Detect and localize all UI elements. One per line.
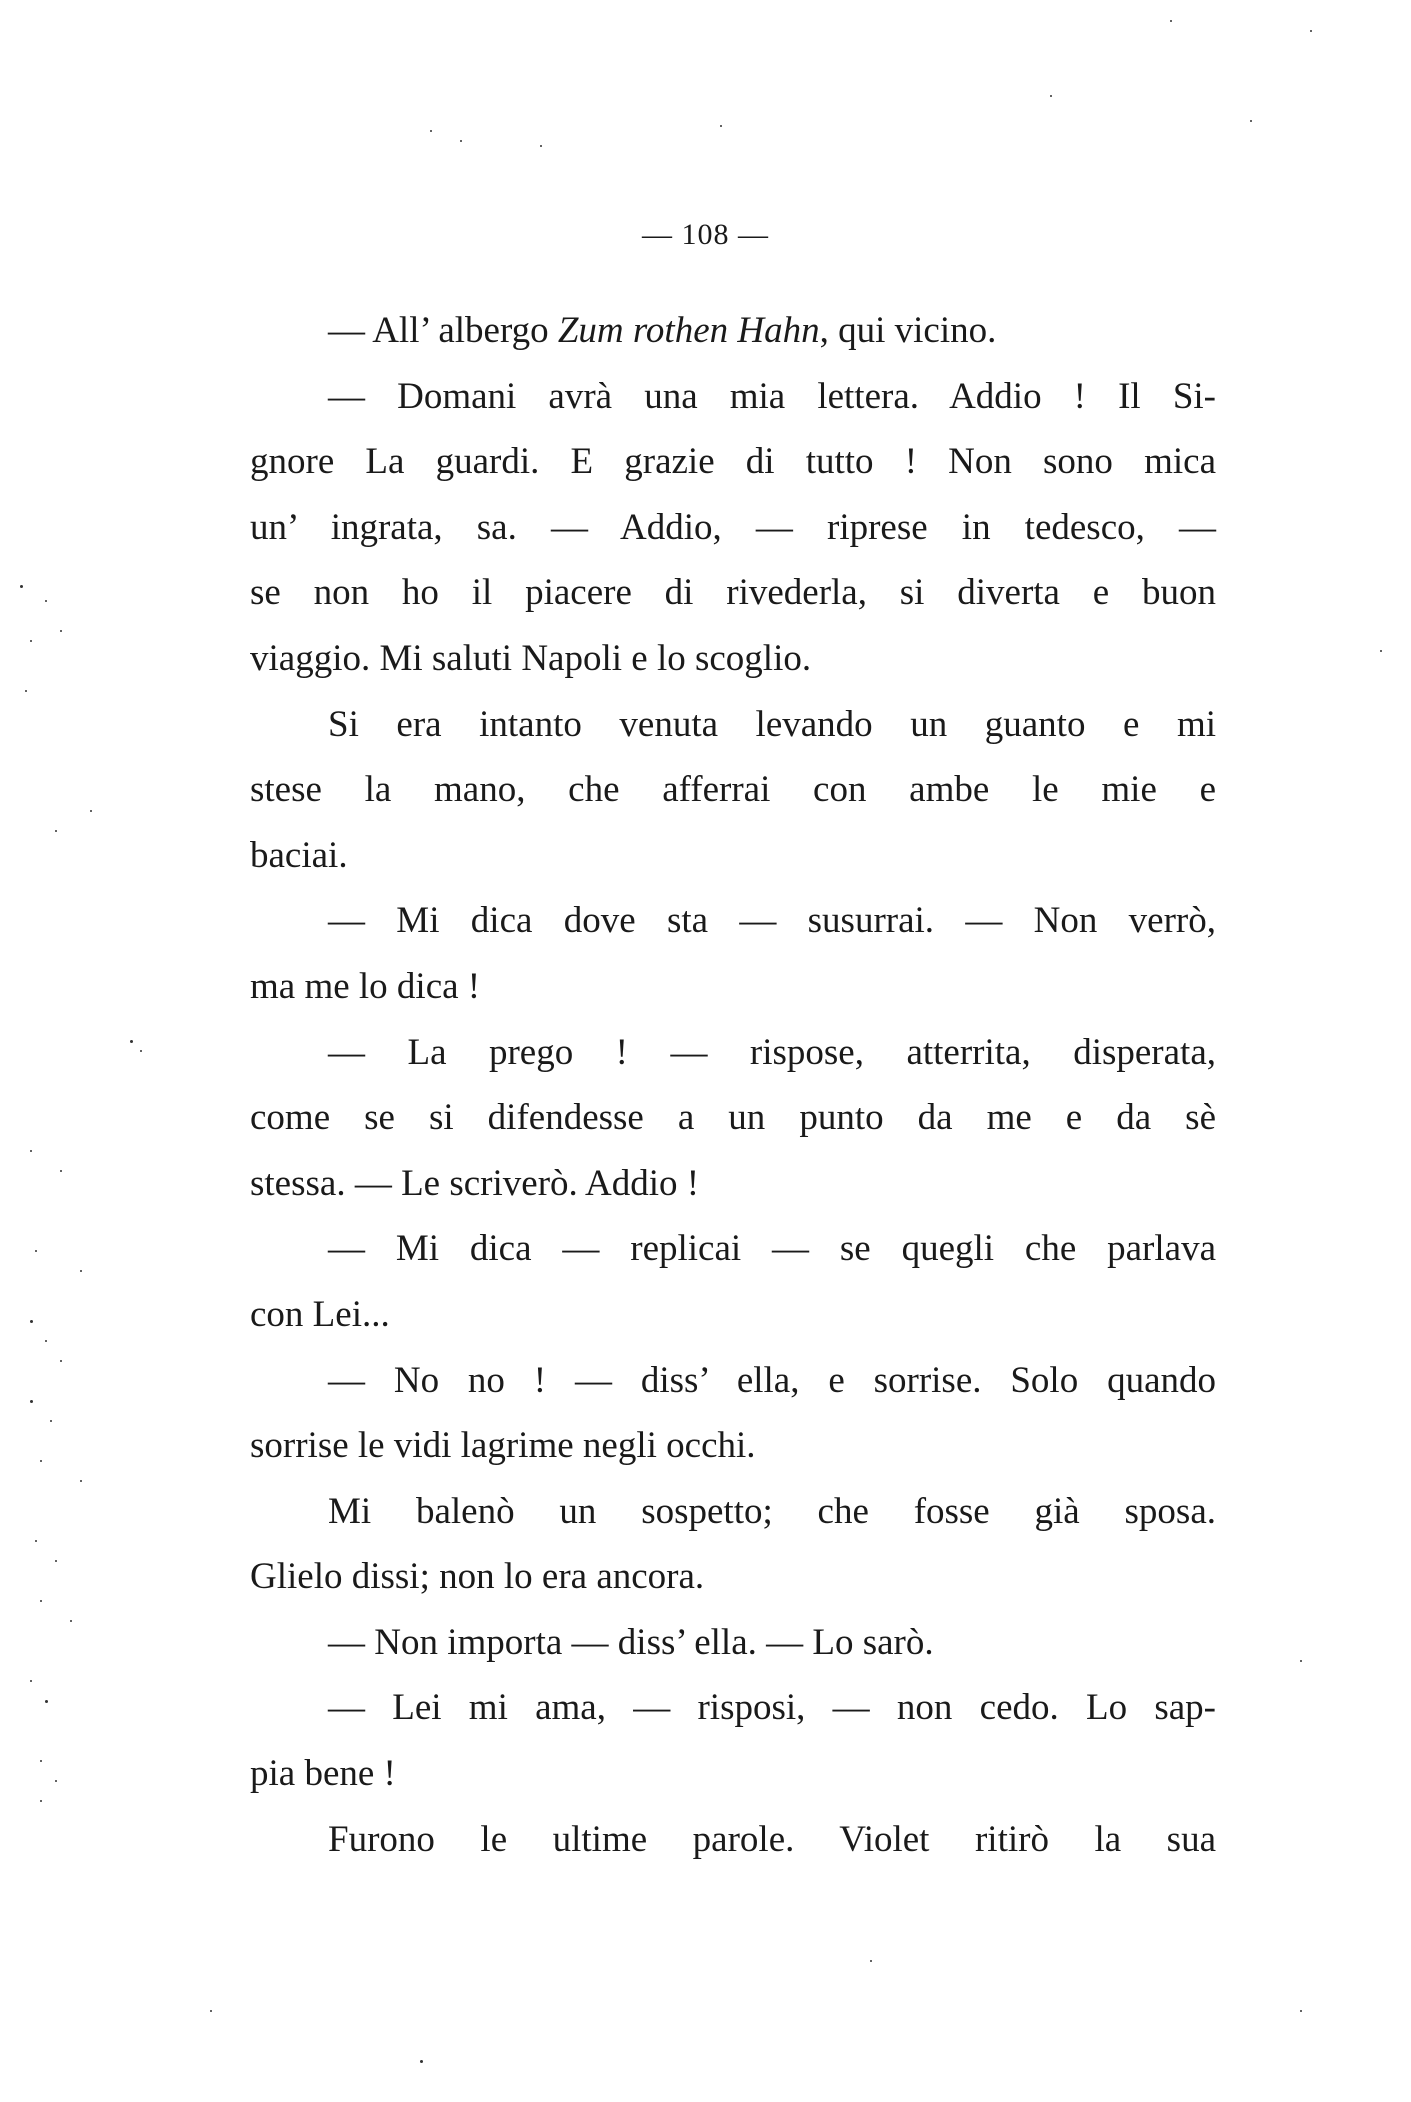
text-line — [250, 626, 1216, 692]
speck — [55, 1560, 57, 1562]
text-line — [250, 1413, 1216, 1479]
speck — [55, 830, 57, 832]
speck — [140, 1050, 142, 1052]
text-segment: — Non importa — diss’ ella. — Lo sarò. — [328, 1621, 934, 1663]
text-line — [250, 888, 1216, 954]
speck — [30, 1400, 33, 1403]
speck — [80, 1480, 82, 1482]
text-segment: — Domani avrà una mia lettera. Addio ! Il Si- — [328, 375, 1216, 417]
speck — [60, 1360, 62, 1362]
speck — [1380, 650, 1382, 652]
speck — [45, 600, 47, 602]
text-line — [250, 495, 1216, 561]
speck — [30, 1320, 33, 1323]
speck — [420, 2060, 423, 2063]
text-segment: come se si difendesse a un punto da me e da sè — [250, 1097, 1216, 1139]
text-segment: — Lei mi ama, — risposi, — non cedo. Lo sap- — [328, 1687, 1216, 1729]
speck — [1300, 2010, 1302, 2012]
text-segment: , qui vicino. — [819, 310, 997, 351]
body-text — [250, 298, 1216, 1872]
text-line — [250, 757, 1216, 823]
text-line — [250, 954, 1216, 1020]
speck — [1050, 95, 1052, 97]
speck — [40, 1460, 42, 1462]
speck — [45, 1700, 48, 1703]
speck — [55, 1780, 57, 1782]
text-segment: ma me lo dica ! — [250, 965, 481, 1007]
speck — [1170, 20, 1172, 22]
page-number: — 108 — — [642, 218, 769, 251]
text-line — [250, 1216, 1216, 1282]
text-line — [250, 1151, 1216, 1217]
speck — [870, 1960, 872, 1962]
text-line — [250, 1479, 1216, 1545]
speck — [60, 1170, 62, 1172]
text-segment: gnore La guardi. E grazie di tutto ! Non sono mica — [250, 441, 1216, 483]
speck — [60, 630, 62, 632]
text-line — [250, 429, 1216, 495]
text-segment: — All’ albergo — [328, 310, 558, 351]
text-segment: Mi balenò un sospetto; che fosse già sposa. — [328, 1490, 1216, 1532]
speck — [30, 640, 32, 642]
speck — [1310, 30, 1312, 32]
text-segment: con Lei... — [250, 1293, 390, 1335]
text-segment: Furono le ultime parole. Violet ritirò la sua — [328, 1818, 1216, 1860]
text-segment: pia bene ! — [250, 1753, 396, 1795]
text-line — [250, 560, 1216, 626]
text-line — [250, 1544, 1216, 1610]
text-segment: — La prego ! — rispose, atterrita, disperata, — [328, 1031, 1216, 1073]
text-segment: — No no ! — diss’ ella, e sorrise. Solo quando — [328, 1359, 1216, 1401]
speck — [35, 1540, 37, 1542]
text-segment: un’ ingrata, sa. — Addio, — riprese in tedesco, — — [250, 506, 1216, 548]
speck — [20, 585, 23, 588]
text-segment: Si era intanto venuta levando un guanto e mi — [328, 703, 1216, 745]
text-line — [250, 823, 1216, 889]
speck — [70, 1620, 72, 1622]
speck — [540, 145, 542, 147]
text-line — [250, 1282, 1216, 1348]
speck — [1300, 1660, 1302, 1662]
text-segment: sorrise le vidi lagrime negli occhi. — [250, 1425, 756, 1467]
speck — [90, 810, 92, 812]
speck — [720, 125, 722, 127]
text-line — [250, 298, 1216, 364]
speck — [210, 2010, 212, 2012]
speck — [30, 1680, 32, 1682]
text-segment: stese la mano, che afferrai con ambe le mie e — [250, 769, 1216, 811]
speck — [80, 1270, 82, 1272]
text-line — [250, 1741, 1216, 1807]
text-line — [250, 1020, 1216, 1086]
text-line — [250, 1610, 1216, 1676]
speck — [35, 1250, 37, 1252]
text-line — [250, 1807, 1216, 1873]
speck — [130, 1040, 133, 1043]
speck — [460, 140, 462, 142]
speck — [430, 130, 432, 132]
text-line — [250, 1085, 1216, 1151]
speck — [45, 1340, 47, 1342]
text-segment: baciai. — [250, 834, 348, 876]
text-segment: se non ho il piacere di rivederla, si diverta e buon — [250, 572, 1216, 614]
speck — [50, 1420, 52, 1422]
speck — [25, 690, 27, 692]
speck — [30, 1150, 32, 1152]
text-line — [250, 364, 1216, 430]
text-segment: — Mi dica dove sta — susurrai. — Non verrò, — [328, 900, 1216, 942]
text-line — [250, 1675, 1216, 1741]
text-line — [250, 692, 1216, 758]
text-segment: Glielo dissi; non lo era ancora. — [250, 1556, 705, 1598]
speck — [40, 1600, 42, 1602]
text-line — [250, 1348, 1216, 1414]
speck — [40, 1800, 42, 1802]
text-segment: viaggio. Mi saluti Napoli e lo scoglio. — [250, 637, 812, 679]
speck — [40, 1760, 42, 1762]
text-segment: — Mi dica — replicai — se quegli che parlava — [328, 1228, 1216, 1270]
speck — [1250, 120, 1252, 122]
text-segment: stessa. — Le scriverò. Addio ! — [250, 1162, 700, 1204]
italic-text: Zum rothen Hahn — [557, 310, 820, 351]
